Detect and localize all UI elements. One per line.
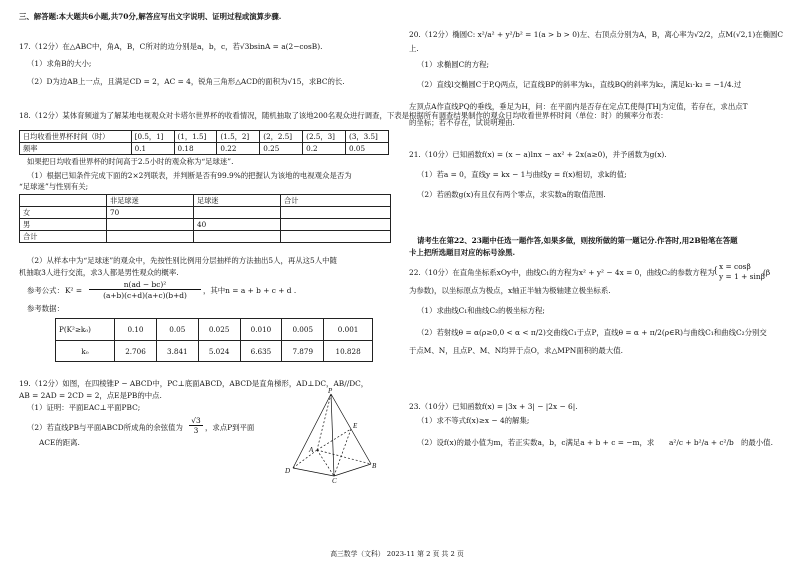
table-cell: 0.005 (282, 319, 324, 341)
formula-label: 参考公式： (27, 286, 64, 295)
label-c: C (332, 477, 337, 484)
table-cell: 0.22 (217, 143, 260, 155)
table-cell (194, 231, 281, 243)
q19-stem-b: AB = 2AD = 2CD = 2，点E是PB的中点. (19, 391, 162, 400)
table-cell: 0.05 (156, 319, 198, 341)
q23-part1: （1）求不等式f(x)≥x − 4的解集; (417, 416, 530, 425)
label-b: B (372, 462, 377, 470)
table-cell: 3.841 (156, 341, 198, 362)
table-cell: 40 (194, 219, 281, 231)
table-cell: P(K²≥k₀) (56, 319, 115, 341)
table-row (20, 231, 391, 243)
table-cell: 0.001 (324, 319, 373, 341)
q22-part2-b: 于点M、N，且点P、M、N均异于点O，求△MPN面积的最大值. (409, 346, 623, 355)
label-p: P (328, 388, 333, 395)
q21-stem: 21.（10分）已知函数f(x) = (x − a)lnx − ax² + 2x(a≥0)，并予函数为g(x). (409, 150, 667, 159)
q20-stem-a: 20.（12分）椭圆C: x²/a² + y²/b² = 1(a > b > 0)左、右顶点分别为A，B，离心率为√2/2，点M(√2,1)在椭圆C (409, 30, 784, 39)
table-cell: 0.010 (240, 319, 282, 341)
table-row (20, 195, 391, 207)
q18-part1-a: （1）根据已知条件完成下面的2×2列联表，并判断是否有99.9%的把握认为该地的电视观众是否为 (27, 171, 352, 180)
q21-part1: （1）若a = 0，直线y = kx − 1与曲线y = f(x)相切，求k的值; (417, 170, 627, 179)
page-footer: 高三数学（文科） 2023-11 第 2 页 共 2 页 (330, 550, 464, 558)
table-cell: 0.025 (198, 319, 240, 341)
table-cell: (1.5，2] (217, 131, 260, 143)
table-cell (107, 231, 194, 243)
formula-numerator: n(ad − bc)² (89, 280, 201, 290)
edge-cb (334, 464, 371, 476)
q18-part1-b: “足球迷”与性别有关; (19, 182, 89, 191)
table-cell (281, 231, 391, 243)
table-cell: 合计 (20, 231, 107, 243)
formula-lhs: K² = (65, 286, 83, 295)
table-cell: 足球迷 (194, 195, 281, 207)
q19-frac-num: √3 (189, 416, 203, 426)
param-brace: { (713, 266, 719, 275)
table-cell: 5.024 (198, 341, 240, 362)
formula-tail: ，其中n = a + b + c + d . (203, 286, 297, 295)
q23-part2-b: 的最小值. (741, 438, 773, 447)
edge-ae (317, 429, 351, 450)
q20-part2-c: 的坐标；若不存在，试说明理由. (409, 118, 515, 127)
frequency-table (19, 130, 389, 155)
q22-part1: （1）求曲线C₁和曲线C₂的极坐标方程; (417, 306, 545, 315)
q22-part2-a: （2）若射线θ = α(ρ≥0,0 < α < π/2)交曲线C₁于点P，直线θ = α + π/2(ρ∈R)与曲线C₁和曲线C₂分别交 (417, 328, 767, 337)
table-cell: 0.05 (346, 143, 389, 155)
label-d: D (285, 467, 291, 475)
q23-stem: 23.（10分）已知函数f(x) = |3x + 3| − |2x − 6|. (409, 402, 578, 411)
edge-pd (293, 394, 331, 468)
table-cell (281, 207, 391, 219)
table-row (56, 341, 373, 362)
edge-pa (317, 394, 331, 450)
table-cell: 7.879 (282, 341, 324, 362)
edge-dc (293, 468, 334, 476)
q20-stem-b: 上. (409, 44, 419, 53)
label-a: A (309, 446, 314, 454)
choose-note-a: 请考生在第22、23题中任选一题作答,如果多做，则按所做的第一题记分.作答时,用2B铅笔在答题 (417, 236, 738, 245)
label-e: E (353, 422, 358, 430)
q19-part2-c: ACE的距离. (39, 438, 80, 447)
table-cell (281, 219, 391, 231)
table-cell: (2，2.5] (260, 131, 303, 143)
table-cell: (3，3.5] (346, 131, 389, 143)
table-cell (20, 195, 107, 207)
q17-part1: （1）求角B的大小; (27, 59, 92, 68)
q18-part2-b: 机抽取3人进行交流，求3人都是男性观众的概率. (19, 268, 179, 277)
table-cell: 0.1 (131, 143, 174, 155)
q18-note: 如果把日均收看世界杯的时间高于2.5小时的观众称为“足球迷”. (27, 157, 234, 166)
table-cell: 女 (20, 207, 107, 219)
table-cell: 70 (107, 207, 194, 219)
q22-param-1: x = cosβ (719, 262, 751, 271)
table-cell: 0.25 (260, 143, 303, 155)
edge-da (293, 450, 317, 468)
edge-ab (317, 450, 371, 464)
table-cell: 0.2 (303, 143, 346, 155)
table-cell (107, 219, 194, 231)
table-cell: 男 (20, 219, 107, 231)
edge-ec (334, 429, 351, 476)
q18-stem: 18.（12分）某体育频道为了解某地电视观众对卡塔尔世界杯的收看情况，随机抽取了该地200名观众进行调查，下表是根据所有调查结果制作的观众日均收看世界杯时间（单位：时）的频率分布表： (19, 111, 668, 120)
table-cell: (2.5，3] (303, 131, 346, 143)
edge-pc (331, 394, 334, 476)
q22-param-2: y = 1 + sinβ (719, 272, 765, 281)
table-cell: 0.18 (174, 143, 217, 155)
reference-label: 参考数据： (27, 304, 64, 313)
table-cell: 6.635 (240, 341, 282, 362)
table-row (20, 143, 389, 155)
formula-denominator: (a+b)(c+d)(a+c)(b+d) (103, 291, 187, 300)
table-cell: (1，1.5] (174, 131, 217, 143)
table-cell: 合计 (281, 195, 391, 207)
q19-frac-den: 3 (193, 426, 199, 435)
table-cell: 非足球迷 (107, 195, 194, 207)
q23-part2-a: （2）设f(x)的最小值为m，若正实数a，b，c满足a + b + c = −m，求 (417, 438, 655, 447)
pyramid-figure (281, 388, 377, 484)
q19-part1: （1）证明：平面EAC⊥平面PBC; (27, 403, 141, 412)
q19-stem-a: 19.（12分）如图，在四棱锥P − ABCD中，PC⊥底面ABCD，ABCD是直角梯形，AD⊥DC，AB//DC， (19, 379, 369, 388)
table-row (20, 131, 389, 143)
q20-part1: （1）求椭圆C的方程; (417, 60, 489, 69)
table-cell: 0.10 (115, 319, 157, 341)
contingency-table (19, 194, 391, 243)
table-cell: k₀ (56, 341, 115, 362)
reference-table (55, 318, 373, 362)
table-cell: 频率 (20, 143, 132, 155)
q22-stem-a: 22.（10分）在直角坐标系xOy中，曲线C₁的方程为x² + y² − 4x = 0，曲线C₂的参数方程为 (409, 268, 715, 277)
q20-part2-a: （2）直线l交椭圆C于P,Q两点，记直线BP的斜率为k₁，直线BQ的斜率为k₂，满足k₁·k₂ = −1/4.过 (417, 80, 742, 89)
table-row (20, 207, 391, 219)
choose-note-b: 卡上把所选题目对应的标号涂黑. (409, 248, 516, 257)
section-header: 三、解答题:本大题共6小题,共70分,解答应写出文字说明、证明过程或演算步骤. (19, 12, 282, 21)
q21-part2: （2）若函数g(x)有且仅有两个零点，求实数a的取值范围. (417, 190, 606, 199)
table-cell: 2.706 (115, 341, 157, 362)
table-row (20, 219, 391, 231)
q17-stem: 17.（12分）在△ABC中，角A，B，C所对的边分别是a，b，c，若√3bsinA = a(2−cosB). (19, 42, 323, 51)
q20-part2-b: 左顶点A作直线PQ的垂线，垂足为H，问：在平面内是否存在定点T,使得|TH|为定值，若存在，求出点T (409, 102, 748, 111)
table-cell: 10.828 (324, 341, 373, 362)
table-row (56, 319, 373, 341)
q17-part2: （2）D为边AB上一点，且满足CD = 2，AC = 4，锐角三角形△ACD的面积为√15，求BC的长. (27, 77, 345, 86)
q19-part2-b: ，求点P到平面 (205, 423, 255, 432)
q22-param-tail: (β (763, 268, 771, 277)
edge-ac (317, 450, 334, 476)
table-cell (194, 207, 281, 219)
q23-expr: a²/c + b²/a + c²/b (669, 438, 734, 447)
q18-part2-a: （2）从样本中为“足球迷”的观众中，先按性别比例用分层抽样的方法抽出5人，再从这5人中随 (27, 256, 337, 265)
q19-part2-a: （2）若直线PB与平面ABCD所成角的余弦值为 (27, 423, 183, 432)
table-cell: [0.5，1] (131, 131, 174, 143)
table-cell: 日均收看世界杯时间（时） (20, 131, 132, 143)
q22-stem-b: 为参数)，以坐标原点为极点，x轴正半轴为极轴建立极坐标系. (409, 286, 611, 295)
